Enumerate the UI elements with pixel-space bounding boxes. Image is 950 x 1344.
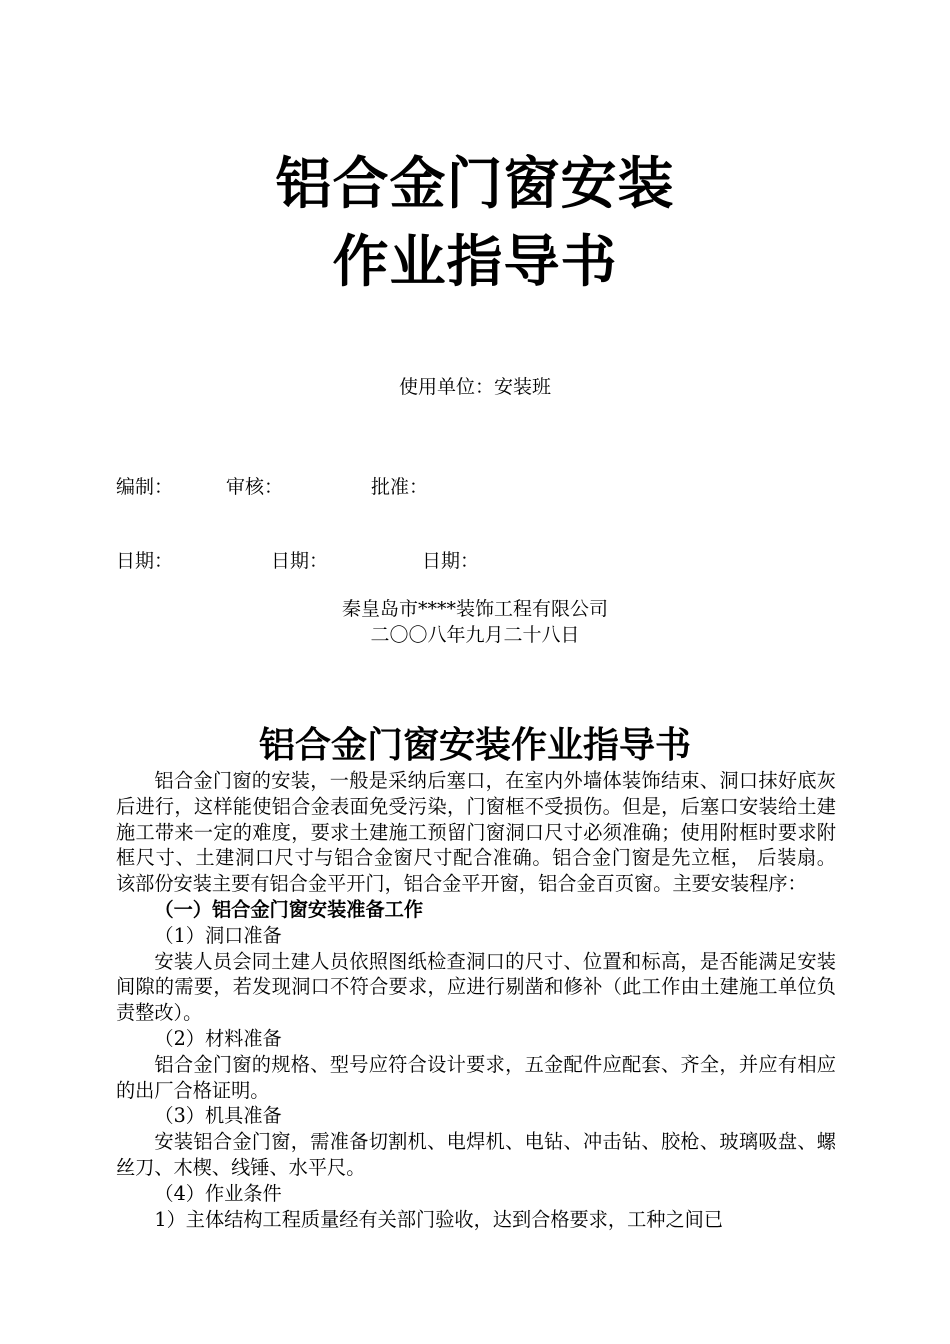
cover-title-line2: 作业指导书 xyxy=(332,230,618,295)
date-label-2: 日期： xyxy=(271,550,329,572)
intro-paragraph: 铝合金门窗的安装，一般是采纳后塞口，在室内外墙体装饰结束、洞口抹好底灰后进行，这样能使铝合金表面免受污染，门窗框不受损伤。但是，后塞口安装给土建施工带来一定的难度，要求土建施工预留门窗洞口尺寸必须准确；使用附框时要求附框尺寸、土建洞口尺寸与铝合金窗尺寸配合准确。铝合金门窗是先立框， 后装扇。 该部份安装主要有铝合金平开门，铝合金平开窗，铝合金百页窗。主要安装程序： xyxy=(116,769,836,896)
issue-date: 二〇〇八年九月二十八日 xyxy=(370,624,580,646)
paragraph-conditions: 1）主体结构工程质量经有关部门验收，达到合格要求，工种之间已 xyxy=(154,1207,724,1231)
cover-title-line1: 铝合金门窗安装 xyxy=(275,152,675,217)
section-heading: （一）铝合金门窗安装准备工作 xyxy=(154,897,424,921)
using-unit: 使用单位：安装班 xyxy=(398,376,551,398)
subheading-materials: （2）材料准备 xyxy=(154,1026,282,1050)
date-label-3: 日期： xyxy=(422,550,480,572)
paragraph-opening: 安装人员会同土建人员依照图纸检查洞口的尺寸、位置和标高，是否能满足安装间隙的需要，若发现洞口不符合要求，应进行剔凿和修补（此工作由土建施工单位负责整改）。 xyxy=(116,949,836,1025)
paragraph-tools: 安装铝合金门窗，需准备切割机、电焊机、电钻、冲击钻、胶枪、玻璃吸盘、螺丝刀、木楔、线锤、水平尺。 xyxy=(116,1130,836,1179)
reviewer-label: 审核： xyxy=(226,476,284,498)
signature-row xyxy=(116,472,816,500)
subheading-conditions: （4）作业条件 xyxy=(154,1181,282,1205)
subheading-tools: （3）机具准备 xyxy=(154,1104,282,1128)
document-title: 铝合金门窗安装作业指导书 xyxy=(258,725,691,766)
approver-label: 批准： xyxy=(371,476,429,498)
document-body xyxy=(116,768,836,1232)
compiler-label: 编制： xyxy=(116,476,174,498)
date-label-1: 日期： xyxy=(116,550,174,572)
subheading-opening: （1）洞口准备 xyxy=(154,923,282,947)
company-name: 秦皇岛市****装饰工程有限公司 xyxy=(341,598,608,620)
paragraph-materials: 铝合金门窗的规格、型号应符合设计要求，五金配件应配套、齐全，并应有相应的出厂合格证明。 xyxy=(116,1052,836,1102)
date-row xyxy=(116,546,816,574)
